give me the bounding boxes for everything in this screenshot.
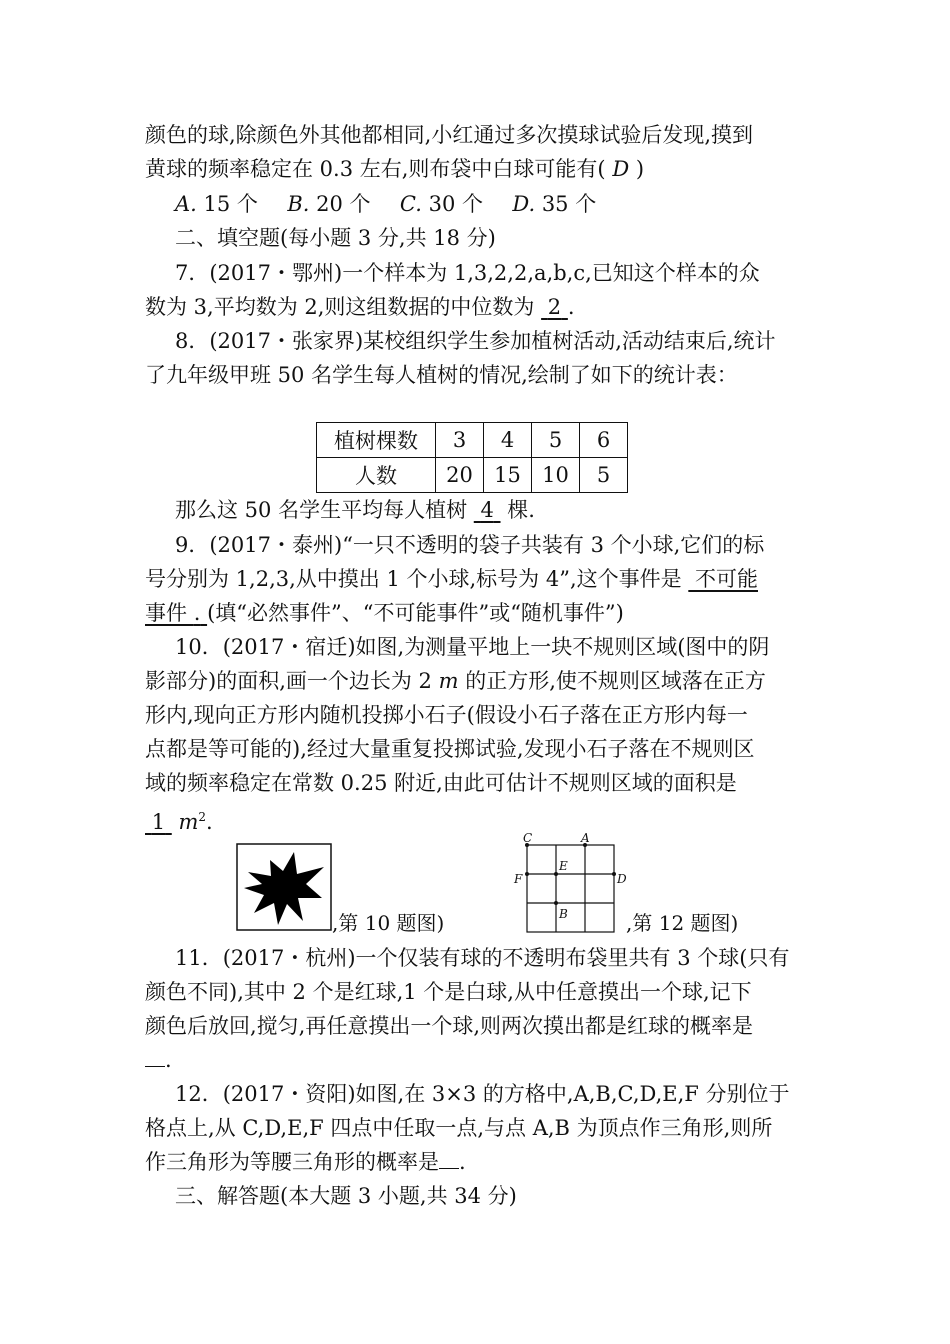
figure-caption: ,第 10 题图) (332, 911, 445, 935)
table-cell: 15 (484, 458, 532, 493)
option-letter: D. (512, 192, 536, 216)
question-text: . (459, 1150, 466, 1174)
answer-blank (439, 1150, 459, 1169)
table-cell: 4 (484, 423, 532, 458)
text-line: 了九年级甲班 50 名学生每人植树的情况,绘制了如下的统计表： (145, 363, 738, 387)
text-line: 点都是等可能的),经过大量重复投掷试验,发现小石子落在不规则区 (145, 737, 755, 761)
options-row (175, 189, 596, 219)
text-line (145, 564, 758, 594)
table-cell: 20 (436, 458, 484, 493)
table-cell: 5 (532, 423, 580, 458)
question-text: 黄球的频率稳定在 0.3 左右,则布袋中白球可能有( (145, 157, 606, 181)
table-cell: 3 (436, 423, 484, 458)
table-cell: 10 (532, 458, 580, 493)
answer: 事件 . (145, 601, 201, 625)
text-line (145, 802, 213, 837)
text-line: 颜色的球,除颜色外其他都相同,小红通过多次摸球试验后发现,摸到 (145, 123, 754, 147)
text-line: 11．(2017・杭州)一个仅装有球的不透明布袋里共有 3 个球(只有 (175, 946, 790, 970)
answer: 4 (480, 498, 494, 522)
question-text: . (567, 295, 575, 319)
text-line (145, 598, 624, 628)
option-letter: C. (399, 192, 422, 216)
grid-lines (527, 845, 614, 932)
question-text: 的正方形,使不规则区域落在正方 (465, 669, 766, 693)
text-line: 形内,现向正方形内随机投掷小石子(假设小石子落在正方形内每一 (145, 703, 748, 727)
question-text: . (165, 1048, 172, 1072)
question-text: 号分别为 1,2,3,从中摸出 1 个小球,标号为 4”,这个事件是 (145, 567, 682, 591)
option-text: 35 个 (541, 192, 597, 216)
question-text: 棵. (507, 498, 535, 522)
text-line (145, 666, 766, 696)
question-text: 那么这 50 名学生平均每人植树 (175, 498, 468, 522)
table-cell: 6 (580, 423, 628, 458)
text-line (145, 1147, 466, 1177)
text-line (145, 292, 575, 322)
answer: D (612, 157, 630, 181)
point-label-a: A (581, 831, 590, 845)
text-line (175, 495, 535, 525)
option-text: 20 个 (316, 192, 371, 216)
point-label-e: E (559, 859, 568, 873)
question-text: (填“必然事件”、“不可能事件”或“随机事件”) (207, 601, 624, 625)
option-letter: B. (287, 192, 310, 216)
table-row (317, 458, 628, 493)
question-text: . (206, 810, 213, 834)
figure-caption: ,第 12 题图) (626, 911, 739, 935)
question-text: ) (635, 157, 645, 181)
irregular-shaded-region (244, 852, 324, 925)
figure-12-grid (510, 830, 630, 938)
option-letter: A. (175, 192, 197, 216)
answer: 2 (547, 295, 562, 319)
text-line: 7．(2017・鄂州)一个样本为 1,3,2,2,a,b,c,已知这个样本的众 (175, 261, 760, 285)
answer-blank (145, 1048, 165, 1067)
text-line: 10．(2017・宿迁)如图,为测量平地上一块不规则区域(图中的阴 (175, 635, 770, 659)
question-text: 作三角形为等腰三角形的概率是 (145, 1150, 439, 1174)
figure-10-star-region (236, 843, 332, 931)
text-line: 域的频率稳定在常数 0.25 附近,由此可估计不规则区域的面积是 (145, 771, 737, 795)
text-line: 颜色后放回,搅匀,再任意摸出一个球,则两次摸出都是红球的概率是 (145, 1014, 754, 1038)
answer: 不可能 (695, 567, 758, 591)
text-line: 12．(2017・资阳)如图,在 3×3 的方格中,A,B,C,D,E,F 分别位于 (175, 1082, 790, 1106)
table-header-cell: 植树棵数 (317, 423, 436, 458)
text-line: 9．(2017・泰州)“一只不透明的袋子共装有 3 个小球,它们的标 (175, 533, 765, 557)
text-line (145, 1045, 172, 1075)
section-heading: 三、解答题(本大题 3 小题,共 34 分) (175, 1184, 517, 1208)
text-line (145, 154, 644, 184)
section-heading: 二、填空题(每小题 3 分,共 18 分) (175, 226, 496, 250)
text-line: 格点上,从 C,D,E,F 四点中任取一点,与点 A,B 为顶点作三角形,则所 (145, 1116, 773, 1140)
table-header-cell: 人数 (317, 458, 436, 493)
text-line: 8．(2017・张家界)某校组织学生参加植树活动,活动结束后,统计 (175, 329, 776, 353)
table-cell: 5 (580, 458, 628, 493)
unit: m (438, 669, 459, 693)
exponent: 2 (198, 810, 206, 824)
point-label-f: F (514, 872, 523, 886)
answer: 1 (151, 810, 166, 834)
text-line: 颜色不同),其中 2 个是红球,1 个是白球,从中任意摸出一个球,记下 (145, 980, 752, 1004)
table-row (317, 423, 628, 458)
option-text: 30 个 (428, 192, 483, 216)
option-text: 15 个 (203, 192, 258, 216)
question-text: 影部分)的面积,画一个边长为 2 (145, 669, 432, 693)
point-label-b: B (559, 907, 568, 921)
point-label-c: C (523, 831, 533, 845)
unit: m (178, 810, 199, 834)
point-label-d: D (617, 872, 627, 886)
tree-planting-table (316, 422, 628, 493)
question-text: 数为 3,平均数为 2,则这组数据的中位数为 (145, 295, 535, 319)
